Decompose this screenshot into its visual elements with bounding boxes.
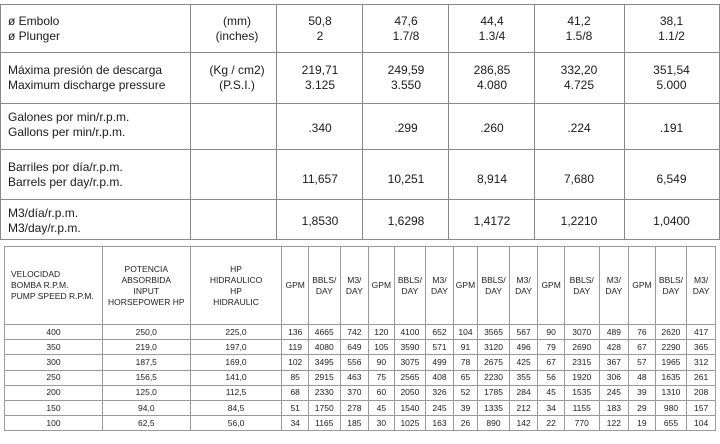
power-header-line: ABSORBIDA <box>121 274 172 285</box>
m3-header-line: M3/ <box>516 274 531 285</box>
plunger-unit <box>193 14 281 44</box>
table-cell: 890 <box>478 416 510 431</box>
table-cell: 39 <box>453 400 477 415</box>
m3-value: 1,8530 <box>301 214 339 228</box>
speed-header <box>5 247 103 325</box>
table-cell: 183 <box>599 400 629 415</box>
plunger-label-en: ø Plunger <box>8 29 61 43</box>
table-cell: 125,0 <box>102 385 190 400</box>
table-cell: 980 <box>655 400 687 415</box>
plunger-value <box>276 14 364 44</box>
table-cell: 185 <box>340 416 369 431</box>
table-cell: 45 <box>369 400 395 415</box>
value-mm: 50,8 <box>308 14 332 28</box>
gpm-header: GPM <box>538 247 565 325</box>
pressure-value <box>534 63 624 93</box>
table-cell: 52 <box>453 385 477 400</box>
value-kg: 219,71 <box>301 63 339 77</box>
value-mm: 44,4 <box>480 14 504 28</box>
table-cell: 1165 <box>308 416 340 431</box>
table-cell: 567 <box>509 325 538 340</box>
table-cell: 2565 <box>394 370 426 385</box>
m3-value: 1,6298 <box>387 214 425 228</box>
table-cell: 22 <box>538 416 565 431</box>
gpm-header: GPM <box>453 247 477 325</box>
pressure-value <box>624 63 719 93</box>
value-in: 1.3/4 <box>478 29 506 43</box>
table-row <box>5 355 716 370</box>
m3-label-es: M3/día/r.p.m. <box>8 206 79 220</box>
table-cell: 60 <box>369 385 395 400</box>
pressure-label-en: Maximum discharge pressure <box>8 78 166 92</box>
pressure-label <box>8 63 165 93</box>
m3-value: 1,4172 <box>473 214 511 228</box>
gallons-value: .340 <box>308 121 332 135</box>
value-in: 2 <box>316 29 324 43</box>
gallons-label-es: Galones por min/r.p.m. <box>8 110 130 124</box>
table-cell: 417 <box>687 325 716 340</box>
table-cell: 1155 <box>564 400 599 415</box>
table-cell: 306 <box>599 370 629 385</box>
power-header-line: HORSEPOWER HP <box>108 296 185 307</box>
power-header-line: POTENCIA <box>124 263 168 274</box>
table-cell: 3075 <box>394 355 426 370</box>
value-psi: 5.000 <box>656 78 687 92</box>
table-cell: 136 <box>282 325 309 340</box>
m3-header-line: M3/ <box>606 274 621 285</box>
table-cell: 250,0 <box>102 325 190 340</box>
table-cell: 68 <box>282 385 309 400</box>
barrels-label-es: Barriles por día/r.p.m. <box>8 160 123 174</box>
value-kg: 332,20 <box>560 63 598 77</box>
performance-header-row <box>5 247 716 325</box>
table-cell: 245 <box>426 400 454 415</box>
bbls-header <box>308 247 340 325</box>
m3-header <box>687 247 716 325</box>
pressure-value <box>448 63 536 93</box>
table-cell: 30 <box>369 416 395 431</box>
performance-table <box>4 246 716 431</box>
table-cell: 4080 <box>308 340 340 355</box>
table-cell: 556 <box>340 355 369 370</box>
m3-header-line: M3/ <box>694 274 709 285</box>
gpm-header: GPM <box>629 247 656 325</box>
pressure-unit <box>193 63 281 93</box>
speed-header-line: VELOCIDAD <box>11 269 61 279</box>
table-cell: 100 <box>5 416 103 431</box>
gallons-value: .299 <box>394 121 418 135</box>
table-cell: 367 <box>599 355 629 370</box>
m3-header-line: DAY <box>605 285 623 296</box>
bbls-header-line: BBLS/ <box>312 274 337 285</box>
gallons-value: .191 <box>659 121 684 135</box>
power-header-line: INPUT <box>133 285 160 296</box>
table-cell: 200 <box>5 385 103 400</box>
table-cell: 649 <box>340 340 369 355</box>
table-cell: 122 <box>599 416 629 431</box>
table-cell: 104 <box>687 416 716 431</box>
table-cell: 34 <box>282 416 309 431</box>
table-cell: 2690 <box>564 340 599 355</box>
table-cell: 57 <box>629 355 656 370</box>
table-cell: 112,5 <box>190 385 282 400</box>
value-psi: 4.080 <box>476 78 508 92</box>
table-cell: 142 <box>509 416 538 431</box>
table-cell: 3120 <box>478 340 510 355</box>
value-mm: 38,1 <box>659 14 684 28</box>
table-cell: 652 <box>426 325 454 340</box>
table-cell: 3590 <box>394 340 426 355</box>
hydraulic-header-line: HIDRAULICO <box>209 274 263 285</box>
barrels-value: 11,657 <box>302 172 338 186</box>
bbls-header <box>478 247 510 325</box>
table-cell: 45 <box>538 385 565 400</box>
table-cell: 212 <box>509 400 538 415</box>
table-cell: 19 <box>629 416 656 431</box>
table-cell: 2620 <box>655 325 687 340</box>
table-cell: 278 <box>340 400 369 415</box>
performance-body <box>5 325 716 431</box>
table-cell: 48 <box>629 370 656 385</box>
table-cell: 150 <box>5 400 103 415</box>
value-in: 1.1/2 <box>658 29 685 43</box>
table-cell: 742 <box>340 325 369 340</box>
table-cell: 350 <box>5 340 103 355</box>
table-cell: 104 <box>453 325 477 340</box>
table-cell: 91 <box>453 340 477 355</box>
m3-label-en: M3/day/r.p.m. <box>8 221 81 235</box>
m3-header-line: M3/ <box>347 274 362 285</box>
table-cell: 428 <box>599 340 629 355</box>
bbls-header-line: BBLS/ <box>569 274 594 285</box>
bbls-header-line: DAY <box>662 285 680 296</box>
power-header <box>102 247 190 325</box>
value-psi: 3.550 <box>390 78 422 92</box>
table-cell: 499 <box>426 355 454 370</box>
table-cell: 250 <box>5 370 103 385</box>
plunger-label-es: ø Embolo <box>8 14 60 28</box>
table-cell: 655 <box>655 416 687 431</box>
table-cell: 208 <box>687 385 716 400</box>
gallons-value: .260 <box>480 121 504 135</box>
table-cell: 197,0 <box>190 340 282 355</box>
table-cell: 29 <box>629 400 656 415</box>
plunger-unit-mm: (mm) <box>223 14 251 28</box>
table-cell: 284 <box>509 385 538 400</box>
m3-header-line: DAY <box>515 285 533 296</box>
value-mm: 41,2 <box>567 14 591 28</box>
table-cell: 463 <box>340 370 369 385</box>
hydraulic-header-line: HP <box>230 285 242 296</box>
table-cell: 84,5 <box>190 400 282 415</box>
plunger-value <box>362 14 450 44</box>
bbls-header <box>564 247 599 325</box>
bbls-header-line: BBLS/ <box>481 274 506 285</box>
table-cell: 26 <box>453 416 477 431</box>
value-psi: 4.725 <box>563 78 595 92</box>
hydraulic-header-line: HIDRAULIC <box>213 296 259 307</box>
table-cell: 355 <box>509 370 538 385</box>
bbls-header-line: BBLS/ <box>397 274 422 285</box>
table-cell: 2330 <box>308 385 340 400</box>
speed-header-line: PUMP SPEED R.P.M. <box>11 291 94 301</box>
plunger-value <box>624 14 719 44</box>
table-cell: 1785 <box>478 385 510 400</box>
table-cell: 141,0 <box>190 370 282 385</box>
pressure-unit-psi: (P.S.I.) <box>219 78 255 92</box>
table-cell: 496 <box>509 340 538 355</box>
table-cell: 1025 <box>394 416 426 431</box>
table-cell: 571 <box>426 340 454 355</box>
table-row <box>5 385 716 400</box>
m3-value: 1,0400 <box>653 214 690 228</box>
plunger-unit-in: (inches) <box>215 29 259 43</box>
gallons-value: .224 <box>567 121 591 135</box>
table-cell: 90 <box>538 325 565 340</box>
m3-header-line: DAY <box>431 285 448 296</box>
table-cell: 76 <box>629 325 656 340</box>
pressure-unit-kg: (Kg / cm2) <box>209 63 265 77</box>
pressure-value <box>362 63 450 93</box>
gallons-label-en: Gallons per min/r.p.m. <box>8 125 126 139</box>
barrels-label <box>8 160 123 190</box>
table-cell: 65 <box>453 370 477 385</box>
table-row <box>5 325 716 340</box>
bbls-header-line: DAY <box>315 285 333 296</box>
table-cell: 1310 <box>655 385 687 400</box>
table-cell: 187,5 <box>102 355 190 370</box>
table-row <box>5 416 716 431</box>
table-cell: 261 <box>687 370 716 385</box>
spec-divider <box>190 4 191 240</box>
value-in: 1.7/8 <box>392 29 420 43</box>
m3-header <box>426 247 454 325</box>
table-cell: 67 <box>538 355 565 370</box>
table-cell: 79 <box>538 340 565 355</box>
table-row <box>5 370 716 385</box>
m3-header <box>340 247 369 325</box>
bbls-header <box>655 247 687 325</box>
barrels-value: 10,251 <box>387 172 425 186</box>
table-cell: 62,5 <box>102 416 190 431</box>
table-cell: 156,5 <box>102 370 190 385</box>
table-cell: 4665 <box>308 325 340 340</box>
table-cell: 56,0 <box>190 416 282 431</box>
bbls-header-line: DAY <box>485 285 502 296</box>
value-in: 1.5/8 <box>565 29 593 43</box>
table-cell: 90 <box>369 355 395 370</box>
table-cell: 219,0 <box>102 340 190 355</box>
table-cell: 3565 <box>478 325 510 340</box>
barrels-label-en: Barrels per day/r.p.m. <box>8 175 123 189</box>
table-cell: 2290 <box>655 340 687 355</box>
value-kg: 249,59 <box>387 63 425 77</box>
barrels-value: 8,914 <box>476 172 508 186</box>
table-cell: 312 <box>687 355 716 370</box>
table-cell: 39 <box>629 385 656 400</box>
table-cell: 34 <box>538 400 565 415</box>
plunger-value <box>448 14 536 44</box>
hydraulic-header-line: HP <box>230 263 242 274</box>
table-cell: 1750 <box>308 400 340 415</box>
m3-header <box>599 247 629 325</box>
bbls-header <box>394 247 426 325</box>
table-cell: 2050 <box>394 385 426 400</box>
table-cell: 365 <box>687 340 716 355</box>
m3-value: 1,2210 <box>560 214 598 228</box>
gpm-header: GPM <box>282 247 309 325</box>
value-mm: 47,6 <box>394 14 418 28</box>
table-cell: 425 <box>509 355 538 370</box>
table-cell: 326 <box>426 385 454 400</box>
table-cell: 78 <box>453 355 477 370</box>
table-cell: 1540 <box>394 400 426 415</box>
table-cell: 105 <box>369 340 395 355</box>
bbls-header-line: BBLS/ <box>658 274 684 285</box>
table-cell: 489 <box>599 325 629 340</box>
table-cell: 75 <box>369 370 395 385</box>
table-cell: 300 <box>5 355 103 370</box>
table-cell: 3070 <box>564 325 599 340</box>
m3-header-line: DAY <box>692 285 710 296</box>
barrels-value: 7,680 <box>563 172 595 186</box>
table-cell: 85 <box>282 370 309 385</box>
pressure-value <box>276 63 364 93</box>
table-cell: 370 <box>340 385 369 400</box>
m3-header <box>509 247 538 325</box>
table-cell: 102 <box>282 355 309 370</box>
bbls-header-line: DAY <box>401 285 419 296</box>
value-kg: 286,85 <box>473 63 511 77</box>
plunger-value <box>534 14 624 44</box>
table-cell: 1335 <box>478 400 510 415</box>
value-kg: 351,54 <box>653 63 690 77</box>
table-cell: 225,0 <box>190 325 282 340</box>
bbls-header-line: DAY <box>573 285 591 296</box>
table-cell: 2230 <box>478 370 510 385</box>
table-cell: 56 <box>538 370 565 385</box>
plunger-label <box>8 14 60 44</box>
value-psi: 3.125 <box>304 78 336 92</box>
barrels-value: 6,549 <box>656 172 687 186</box>
table-cell: 163 <box>426 416 454 431</box>
table-cell: 169,0 <box>190 355 282 370</box>
table-cell: 1635 <box>655 370 687 385</box>
table-row <box>5 340 716 355</box>
pressure-label-es: Máxima presión de descarga <box>8 63 163 77</box>
hydraulic-header <box>190 247 282 325</box>
m3-label <box>8 206 81 236</box>
table-cell: 2675 <box>478 355 510 370</box>
gpm-header: GPM <box>369 247 395 325</box>
table-cell: 1920 <box>564 370 599 385</box>
m3-header-line: M3/ <box>432 274 447 285</box>
m3-header-line: DAY <box>345 285 363 296</box>
table-cell: 4100 <box>394 325 426 340</box>
table-cell: 94,0 <box>102 400 190 415</box>
table-cell: 2915 <box>308 370 340 385</box>
table-cell: 157 <box>687 400 716 415</box>
table-cell: 408 <box>426 370 454 385</box>
table-cell: 1965 <box>655 355 687 370</box>
speed-header-line: BOMBA R.P.M. <box>11 280 69 290</box>
spec-divider <box>0 4 1 240</box>
table-cell: 1535 <box>564 385 599 400</box>
table-cell: 245 <box>599 385 629 400</box>
table-cell: 51 <box>282 400 309 415</box>
table-cell: 119 <box>282 340 309 355</box>
table-row <box>5 400 716 415</box>
gallons-label <box>8 110 129 140</box>
table-cell: 770 <box>564 416 599 431</box>
table-cell: 400 <box>5 325 103 340</box>
table-cell: 67 <box>629 340 656 355</box>
table-cell: 2315 <box>564 355 599 370</box>
table-cell: 3495 <box>308 355 340 370</box>
table-cell: 120 <box>369 325 395 340</box>
